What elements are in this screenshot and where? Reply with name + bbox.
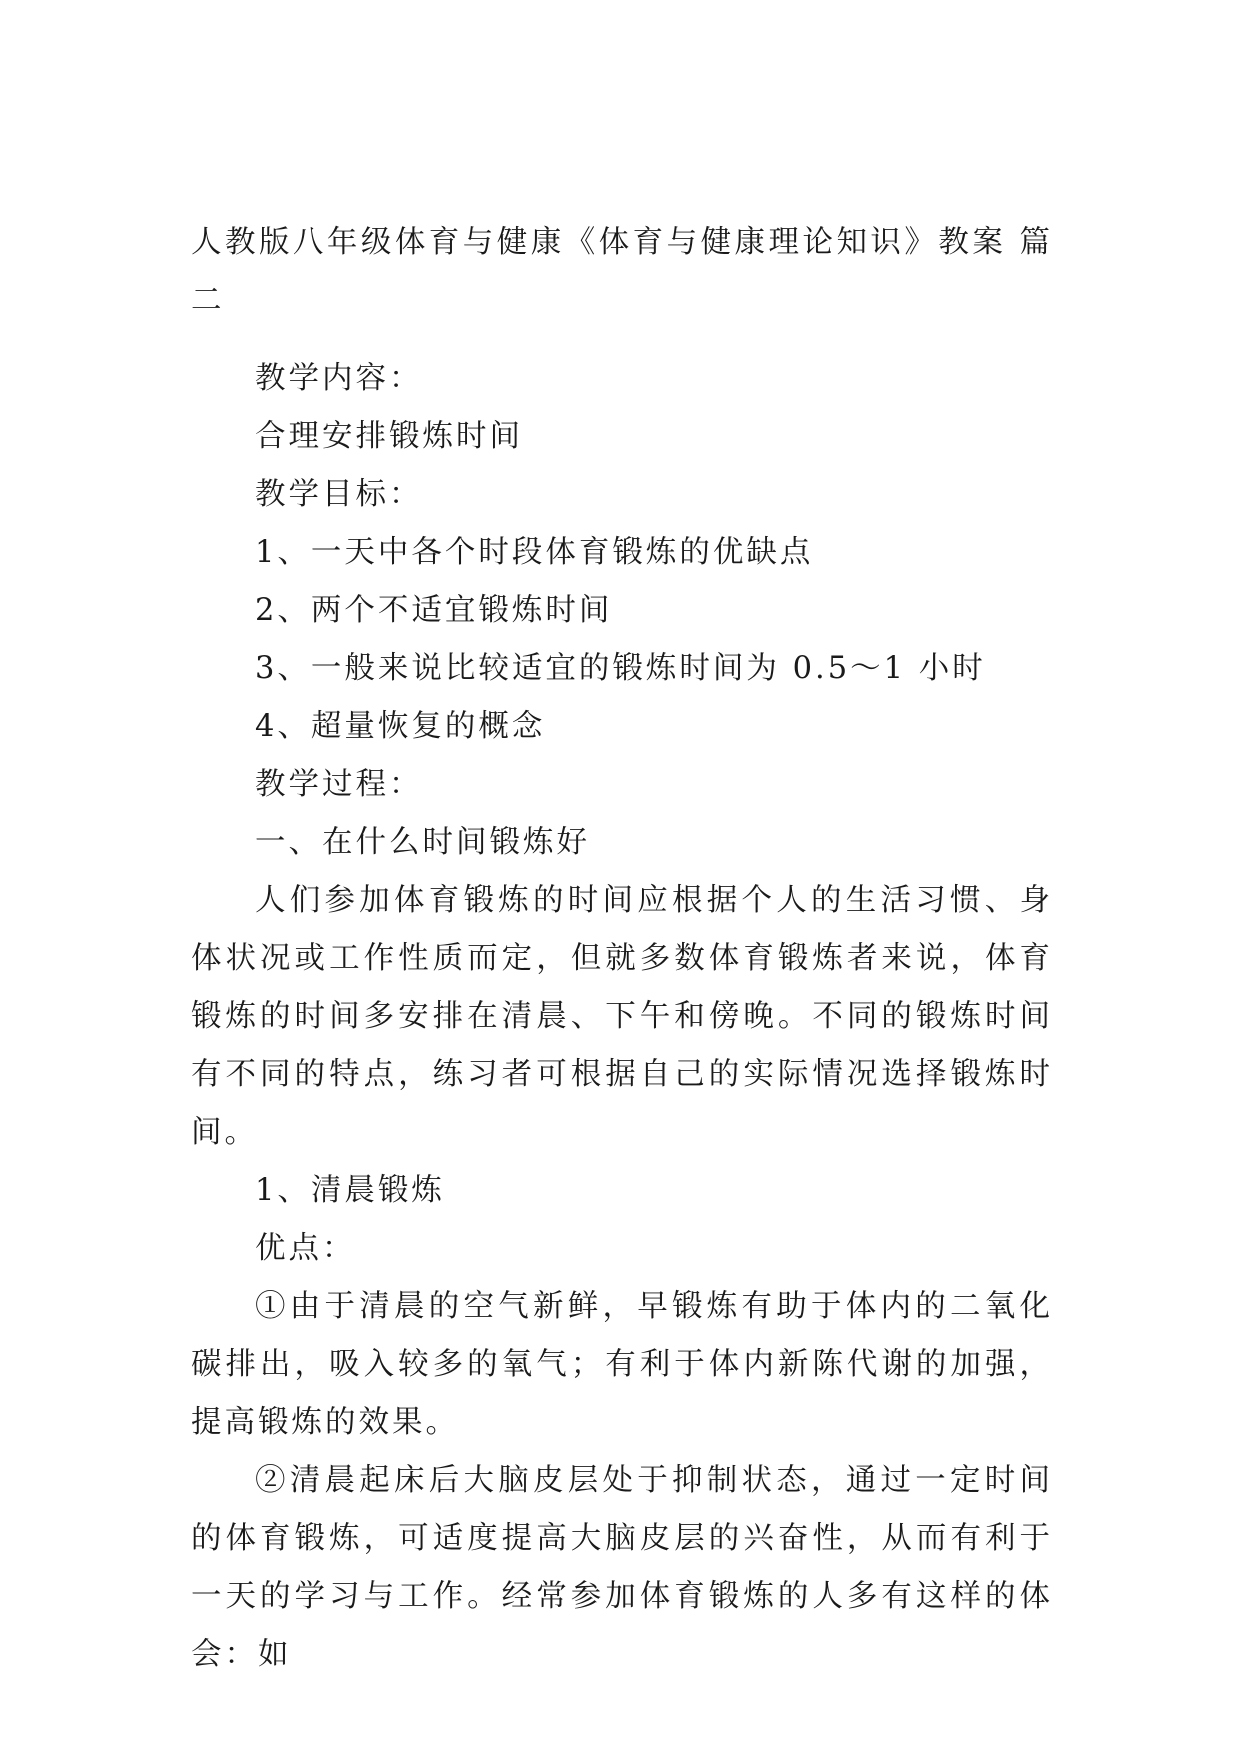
- subsection1-heading: 1、清晨锻炼: [255, 1173, 445, 1208]
- document-body: [191, 214, 1053, 1684]
- advantage-2-paragraph: ②清晨起床后大脑皮层处于抑制状态，通过一定时间的体育锻炼，可适度提高大脑皮层的兴奋性，从而有利于一天的学习与工作。经常参加体育锻炼的人多有这样的体会：如: [191, 1463, 1053, 1672]
- goal-item-3: 3、一般来说比较适宜的锻炼时间为 0.5～1 小时: [255, 651, 986, 686]
- process-label: 教学过程：: [255, 767, 423, 802]
- goal-item-2: 2、两个不适宜锻炼时间: [255, 593, 613, 628]
- document-title: 人教版八年级体育与健康《体育与健康理论知识》教案 篇二: [191, 225, 1053, 318]
- content-label: 教学内容：: [255, 361, 423, 396]
- advantage-1-paragraph: ①由于清晨的空气新鲜，早锻炼有助于体内的二氧化碳排出，吸入较多的氧气；有利于体内新陈代谢的加强，提高锻炼的效果。: [191, 1289, 1053, 1440]
- title-spacing: [191, 330, 1053, 350]
- section1-paragraph: 人们参加体育锻炼的时间应根据个人的生活习惯、身体状况或工作性质而定，但就多数体育锻炼者来说，体育锻炼的时间多安排在清晨、下午和傍晚。不同的锻炼时间有不同的特点，练习者可根据自己的实际情况选择锻炼时间。: [191, 883, 1053, 1150]
- goal-item-4: 4、超量恢复的概念: [255, 709, 546, 744]
- goals-label: 教学目标：: [255, 477, 423, 512]
- goal-item-1: 1、一天中各个时段体育锻炼的优缺点: [255, 535, 814, 570]
- advantages-label: 优点：: [255, 1231, 356, 1266]
- section1-heading: 一、在什么时间锻炼好: [255, 825, 590, 860]
- content-text: 合理安排锻炼时间: [255, 419, 523, 454]
